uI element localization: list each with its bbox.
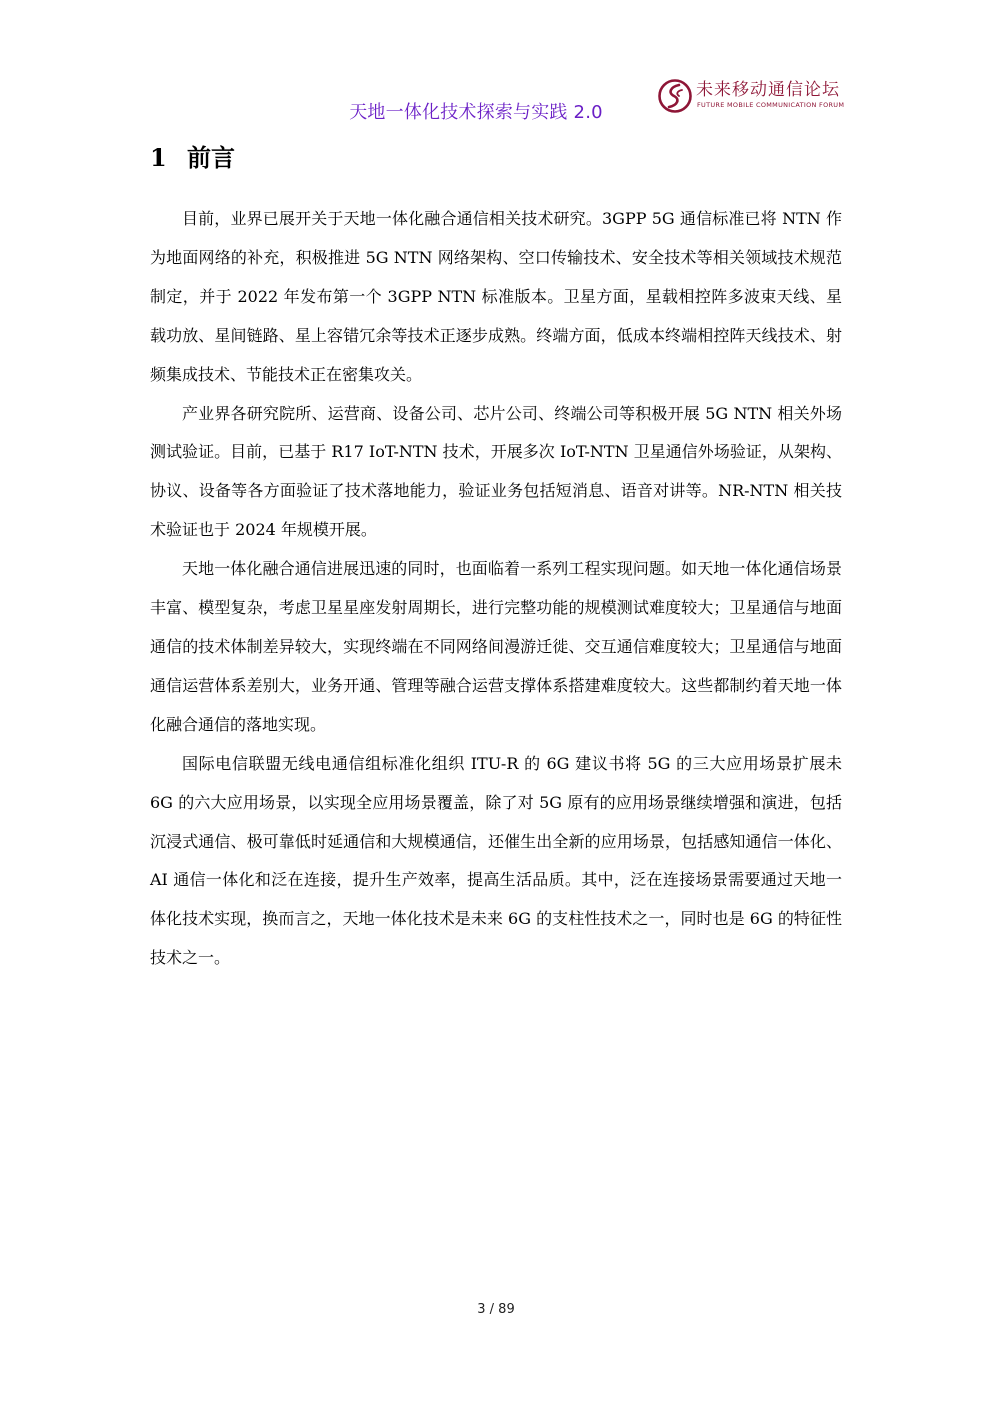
section-title: 前言 (187, 144, 235, 172)
logo-english-text: FUTURE MOBILE COMMUNICATION FORUM (697, 101, 845, 109)
paragraph: 国际电信联盟无线电通信组标准化组织 ITU-R 的 6G 建议书将 5G 的三大应用场景扩展未 6G 的六大应用场景，以实现全应用场景覆盖，除了对 5G 原有的应用场景继续增强和演进，包括沉浸式通信、极可靠低时延通信和大规模通信，还催生出全新的应用场景，包括感知通信一体化、AI 通信一体化和泛在连接，提升生产效率，提高生活品质。其中，泛在连接场景需要通过天地一体化技术实现，换而言之，天地一体化技术是未来 6G 的支柱性技术之一，同时也是 6G 的特征性技术之一。 (150, 753, 842, 968)
document-header-title: 天地一体化技术探索与实践 2.0 (349, 102, 603, 123)
logo-chinese-text: 未来移动通信论坛 (696, 80, 840, 100)
paragraph: 天地一体化融合通信进展迅速的同时，也面临着一系列工程实现问题。如天地一体化通信场景丰富、模型复杂，考虑卫星星座发射周期长，进行完整功能的规模测试难度较大；卫星通信与地面通信的技术体制差异较大，实现终端在不同网络间漫游迁徙、交互通信难度较大；卫星通信与地面通信运营体系差别大，业务开通、管理等融合运营支撑体系搭建难度较大。这些都制约着天地一体化融合通信的落地实现。 (150, 559, 842, 734)
page-number: 3 / 89 (477, 1302, 515, 1317)
paragraph: 目前，业界已展开关于天地一体化融合通信相关技术研究。3GPP 5G 通信标准已将 NTN 作为地面网络的补充，积极推进 5G NTN 网络架构、空口传输技术、安全技术等相关领域技术规范制定，并于 2022 年发布第一个 3GPP NTN 标准版本。卫星方面，星载相控阵多波束天线、星载功放、星间链路、星上容错冗余等技术正逐步成熟。终端方面，低成本终端相控阵天线技术、射频集成技术、节能技术正在密集攻关。 (150, 209, 842, 384)
paragraph: 产业界各研究院所、运营商、设备公司、芯片公司、终端公司等积极开展 5G NTN 相关外场测试验证。目前，已基于 R17 IoT-NTN 技术，开展多次 IoT-NTN 卫星通信外场验证，从架构、协议、设备等各方面验证了技术落地能力，验证业务包括短消息、语音对讲等。NR-NTN 相关技术验证也于 2024 年规模开展。 (150, 403, 842, 540)
section-number: 1 (150, 143, 167, 172)
body-text (150, 200, 842, 978)
section-heading (150, 141, 235, 175)
